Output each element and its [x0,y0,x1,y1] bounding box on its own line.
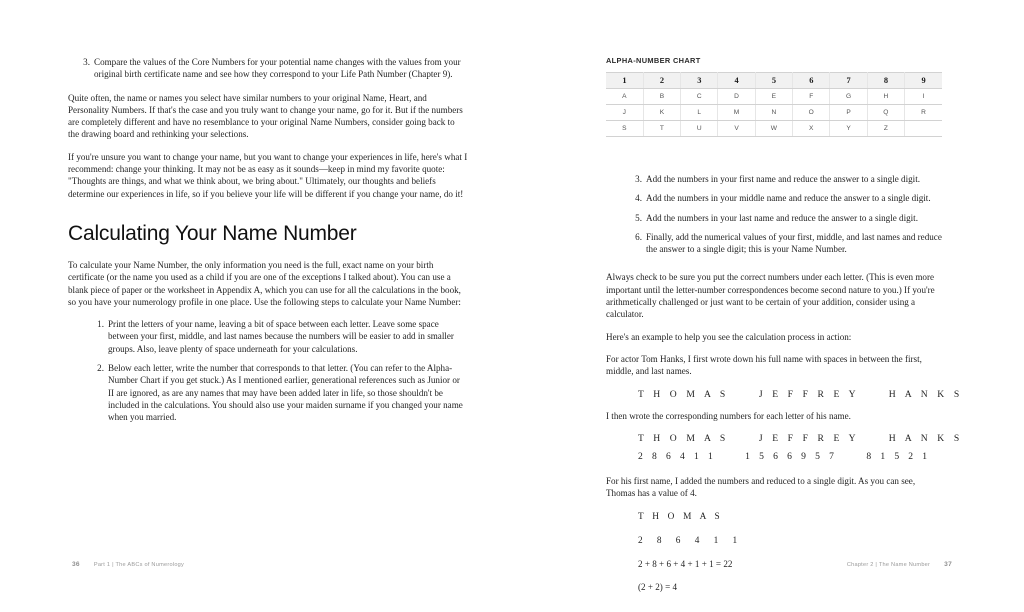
paragraph-quite-often: Quite often, the name or names you select have similar numbers to your original Name, Heart, and Personality Numbers. If that's the case and you truly want to change your name, go for it. But if the numbers are completely different and have no resemblance to your original Name Numbers, consider going back to the drawing board and rethinking your selections. [68,92,463,140]
table-cell: X [793,121,830,137]
table-cell: B [643,89,680,105]
table-cell: N [755,105,792,121]
table-header-cell: 8 [867,73,904,89]
list-item-number: 5. [635,212,642,223]
footer-text: Chapter 2 | The Name Number [846,561,931,568]
name-numbers-row: 2 8 6 4 1 1 1 5 6 6 9 5 7 8 1 5 2 1 [638,451,931,463]
calculation-reduce-line: (2 + 2) = 4 [638,582,678,593]
table-cell: C [681,89,718,105]
calculation-name: T H O M A S [638,512,723,523]
list-item [82,362,468,423]
table-cell: G [830,89,867,105]
list-item-number: 3. [635,174,642,184]
table-row [606,121,942,137]
table-header-cell: 4 [718,73,755,89]
table-cell: D [718,89,755,105]
calculation-sum-line: 2 + 8 + 6 + 4 + 1 + 1 = 22 [638,558,733,569]
table-header-cell: 1 [606,73,643,89]
calculation-numbers: 2 8 6 4 1 1 [638,535,741,546]
list-item-number: 6. [635,231,642,242]
paragraph-first-name-note: For his first name, I added the numbers and reduced to a single digit. As you can see, Thomas has a value of 4. [606,475,916,499]
list-item-text: Add the numbers in your first name and reduce the answer to a single digit. [646,174,921,184]
table-header-cell: 3 [681,73,718,89]
list-item [620,192,942,204]
table-header-cell: 5 [755,73,792,89]
table-cell: F [793,89,830,105]
table-cell: H [867,89,904,105]
list-item-text: Add the numbers in your middle name and reduce the answer to a single digit. [646,193,931,204]
left-page [28,0,496,612]
table-cell: K [643,105,680,121]
name-letters-row-2: T H O M A S J E F F R E Y H A N K S [638,433,963,445]
list-item [82,318,468,355]
table-header-cell: 6 [793,73,830,89]
list-item-text: Print the letters of your name, leaving a bit of space between each letter. Leave some space between your first, middle, and last names because the numbers will be easier to add in smaller groups. Also, leave plenty of space underneath for your calculations. [108,319,454,354]
paragraph-unsure: If you're unsure you want to change your name, but you want to change your experiences in life, here's what I recommend: change your thinking. It may not be as easy as it sounds—keep in mind my favorite quote: "Thoughts are things, and what we think about, we bring about." Ultimately, our thoughts and beliefs determine our experiences in life, so if you believe your life will be different if you change your name, do it! [68,151,468,199]
footer-text: Part 1 | The ABCs of Numerology [93,561,185,568]
right-page-footer [847,561,952,568]
calculation-steps-list [82,318,468,423]
table-cell: O [793,105,830,121]
list-item-text: Add the numbers in your last name and reduce the answer to a single digit. [646,212,918,223]
table-cell: Q [867,105,904,121]
table-cell: Z [867,121,904,137]
paragraph-always-check: Always check to be sure you put the correct numbers under each letter. (This is even more important until the letter-number correspondences become second nature to you.) If you're arithmetically challenged or just want to be certain of your addition, consider using a calculator. [606,272,935,320]
chart-title: ALPHA-NUMBER CHART [606,56,701,65]
paragraph-intro: To calculate your Name Number, the only information you need is the full, exact name on your birth certificate (or the name you used as a child if you are one of the exceptions I talked about). You can use a blank piece of paper or the worksheet in Appendix A, which you can use for all the calculations in the book, so you have your numerology profile in one place. Use the following steps to calculate your Name Number: [68,259,461,307]
table-cell: P [830,105,867,121]
page-title: Calculating Your Name Number [68,221,357,245]
table-header-cell: 2 [643,73,680,89]
table-cell: S [606,121,643,137]
table-cell: T [643,121,680,137]
paragraph-example-intro: Here's an example to help you see the calculation process in action: [606,331,852,342]
list-item-text: Finally, add the numerical values of your first, middle, and last names and reduce the answer to a single digit; this is your Name Number. [646,231,942,255]
continued-list-top [68,56,468,81]
list-item-number: 4. [635,193,642,204]
right-page [528,0,996,612]
table-cell: Y [830,121,867,137]
table-cell: W [755,121,792,137]
table-cell: A [606,89,643,105]
table-cell: L [681,105,718,121]
left-page-footer [72,561,184,568]
list-item-number: 2. [97,363,104,374]
page-number: 36 [72,561,80,568]
list-item [620,173,942,185]
table-cell: U [681,121,718,137]
table-cell: E [755,89,792,105]
table-row [606,105,942,121]
left-page-content [68,56,468,434]
table-header-cell: 9 [905,73,942,89]
table-cell: I [905,89,942,105]
table-cell: M [718,105,755,121]
table-cell: R [905,105,942,121]
calculation-block [606,511,942,593]
list-item [68,56,468,81]
list-item-number: 3. [83,57,90,67]
name-letters-row: T H O M A S J E F F R E Y H A N K S [638,388,963,400]
list-item [620,212,942,224]
alpha-number-chart [606,72,942,137]
page-number: 37 [944,561,952,568]
paragraph-then-wrote: I then wrote the corresponding numbers for each letter of his name. [606,410,851,421]
list-item-number: 1. [97,319,104,330]
table-cell: V [718,121,755,137]
table-row [606,89,942,105]
paragraph-actor-intro: For actor Tom Hanks, I first wrote down his full name with spaces in between the first, middle, and last names. [606,353,922,377]
table-cell [905,121,942,137]
list-item [620,231,942,256]
table-header-cell: 7 [830,73,867,89]
table-cell: J [606,105,643,121]
list-item-text: Below each letter, write the number that corresponds to that letter. (You can refer to the Alpha-Number Chart if you get stuck.) As I mentioned earlier, generational references such as Junior or II are ignored, as are any names that may have been added later in life, so those shouldn't be included in the calculations. You should also use your maiden surname if you changed your name when you married. [108,363,463,423]
table-header-row [606,73,942,89]
calculation-steps-continued [620,173,942,255]
list-item-text: Compare the values of the Core Numbers for your potential name changes with the values from your original birth certificate name and see how they correspond to your Life Path Number (Chapter 9). [94,57,461,80]
